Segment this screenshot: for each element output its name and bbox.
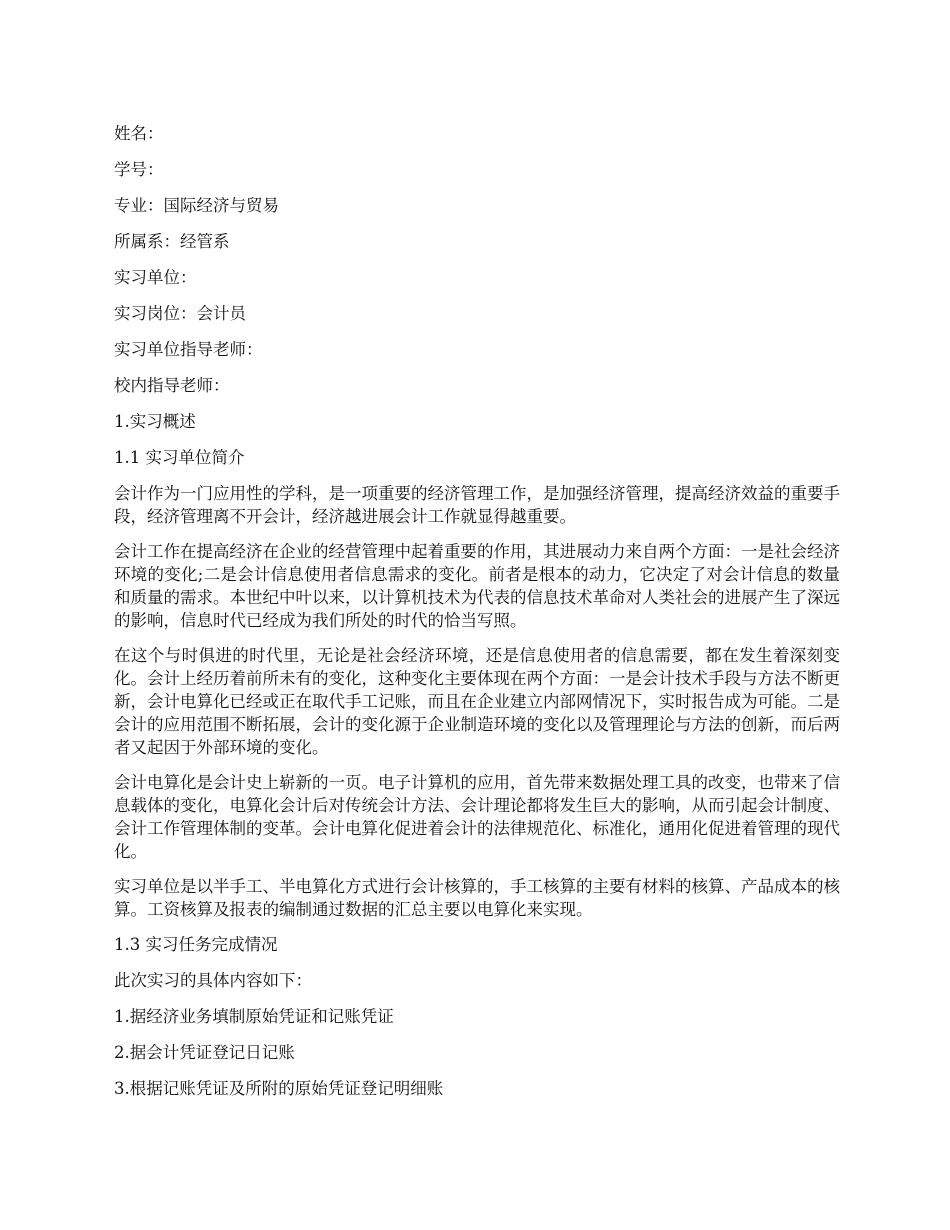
intern-unit-field: 实习单位： xyxy=(114,268,197,287)
document-page xyxy=(114,122,840,1113)
section-heading-1: 1.实习概述 xyxy=(114,412,196,431)
paragraph: 会计电算化是会计史上崭新的一页。电子计算机的应用，首先带来数据处理工具的改变，也带来了信息载体的变化，电算化会计后对传统会计方法、会计理论都将发生巨大的影响，从而引起会计制度、会计工作管理体制的变革。会计电算化促进着会计的法律规范化、标准化，通用化促进着管理的现代化。 xyxy=(114,773,840,861)
student-id-field: 学号： xyxy=(114,160,164,179)
intern-position-field: 实习岗位：会计员 xyxy=(114,304,246,323)
section-heading-1-3: 1.3 实习任务完成情况 xyxy=(114,935,278,954)
paragraph: 在这个与时俱进的时代里，无论是社会经济环境，还是信息使用者的信息需要，都在发生着深刻变化。会计上经历着前所未有的变化，这种变化主要体现在两个方面：一是会计技术手段与方法不断更新，会计电算化已经或正在取代手工记账，而且在企业建立内部网情况下，实时报告成为可能。二是会计的应用范围不断拓展，会计的变化源于企业制造环境的变化以及管理理论与方法的创新，而后两者又起因于外部环境的变化。 xyxy=(114,646,840,757)
task-item: 3.根据记账凭证及所附的原始凭证登记明细账 xyxy=(114,1079,444,1098)
major-field: 专业：国际经济与贸易 xyxy=(114,196,279,215)
task-item: 1.据经济业务填制原始凭证和记账凭证 xyxy=(114,1007,394,1026)
task-item: 2.据会计凭证登记日记账 xyxy=(114,1043,295,1062)
department-field: 所属系：经管系 xyxy=(114,232,230,251)
name-field: 姓名： xyxy=(114,124,164,143)
paragraph: 会计作为一门应用性的学科，是一项重要的经济管理工作，是加强经济管理，提高经济效益的重要手段，经济管理离不开会计，经济越进展会计工作就显得越重要。 xyxy=(114,484,840,526)
paragraph: 会计工作在提高经济在企业的经营管理中起着重要的作用，其进展动力来自两个方面：一是社会经济环境的变化;二是会计信息使用者信息需求的变化。前者是根本的动力，它决定了对会计信息的数量和质量的需求。本世纪中叶以来，以计算机技术为代表的信息技术革命对人类社会的进展产生了深远的影响，信息时代已经成为我们所处的时代的恰当写照。 xyxy=(114,542,840,630)
paragraph: 实习单位是以半手工、半电算化方式进行会计核算的，手工核算的主要有材料的核算、产品成本的核算。工资核算及报表的编制通过数据的汇总主要以电算化来实现。 xyxy=(114,877,840,919)
school-advisor-field: 校内指导老师： xyxy=(114,376,230,395)
section-heading-1-1: 1.1 实习单位简介 xyxy=(114,448,245,467)
unit-advisor-field: 实习单位指导老师： xyxy=(114,340,263,359)
task-intro: 此次实习的具体内容如下： xyxy=(114,971,312,990)
